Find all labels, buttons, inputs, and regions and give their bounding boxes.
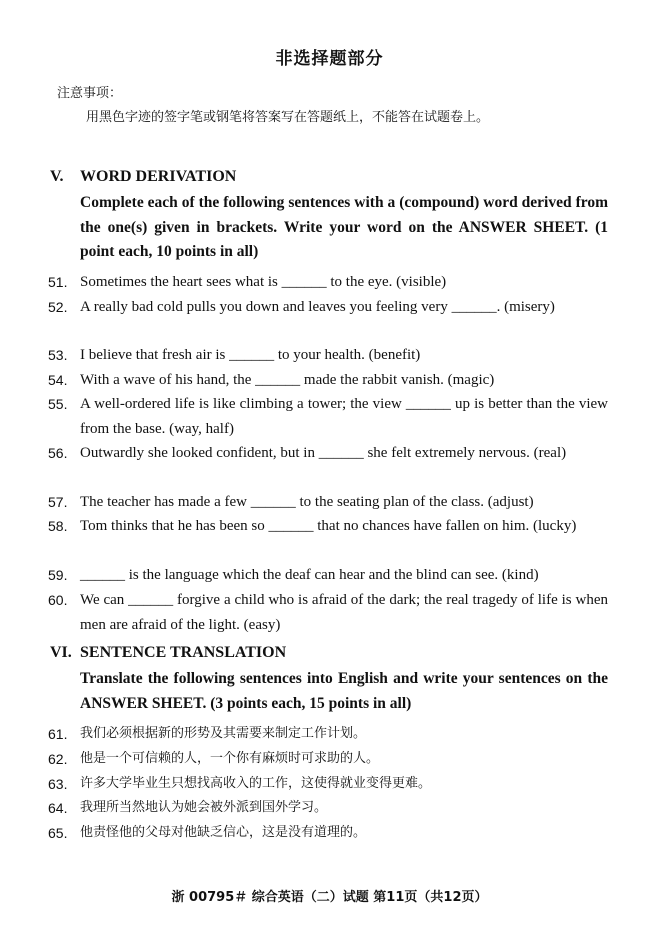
question-text: Tom thinks that he has been so ______ that no chances have fallen on him. (lucky) — [80, 518, 577, 534]
question-number: 57. — [48, 494, 68, 510]
question-59 — [48, 563, 608, 588]
question-55 — [48, 392, 608, 441]
question-number: 63. — [48, 776, 68, 792]
question-number: 56. — [48, 445, 68, 461]
section-5-number: V. — [50, 168, 64, 185]
question-number: 64. — [48, 800, 68, 816]
question-60 — [48, 588, 608, 637]
section-6-number: VI. — [50, 644, 72, 661]
question-number: 51. — [48, 274, 68, 290]
question-text: ______ is the language which the deaf can hear and the blind can see. (kind) — [80, 567, 539, 583]
question-63 — [48, 772, 608, 797]
section-5-title: WORD DERIVATION — [80, 168, 237, 185]
question-text: We can ______ forgive a child who is afraid of the dark; the real tragedy of life is when men are afraid of the light. (easy) — [80, 592, 608, 633]
section-6-instruction: Translate the following sentences into English and write your sentences on the ANSWER SHEET. (3 points each, 15 points in all) — [80, 670, 608, 712]
question-64 — [48, 796, 608, 821]
section-6-heading — [50, 644, 286, 662]
question-number: 62. — [48, 751, 68, 767]
question-65 — [48, 821, 608, 846]
section-6-title: SENTENCE TRANSLATION — [80, 644, 287, 661]
question-number: 58. — [48, 518, 68, 534]
question-62 — [48, 747, 608, 772]
question-text: With a wave of his hand, the ______ made the rabbit vanish. (magic) — [80, 372, 495, 388]
question-text: A really bad cold pulls you down and leaves you feeling very ______. (misery) — [80, 299, 555, 315]
question-51 — [48, 270, 608, 295]
question-text: The teacher has made a few ______ to the seating plan of the class. (adjust) — [80, 494, 534, 510]
question-58 — [48, 514, 608, 539]
section-5-heading — [50, 168, 236, 186]
question-56 — [48, 441, 608, 466]
question-text: Sometimes the heart sees what is ______ to the eye. (visible) — [80, 274, 447, 290]
question-number: 53. — [48, 347, 68, 363]
question-text: A well-ordered life is like climbing a tower; the view ______ up is better than the view from the base. (way, half) — [80, 396, 608, 437]
page-footer: 浙 00795＃ 综合英语（二）试题 第11页（共12页） — [171, 890, 488, 905]
question-text: Outwardly she looked confident, but in ______ she felt extremely nervous. (real) — [80, 445, 567, 461]
question-number: 65. — [48, 825, 68, 841]
notice-text: 用黑色字迹的签字笔或钢笔将答案写在答题纸上，不能答在试题卷上。 — [86, 110, 490, 125]
question-52 — [48, 295, 608, 320]
question-number: 55. — [48, 396, 68, 412]
question-text: 他责怪他的父母对他缺乏信心，这是没有道理的。 — [80, 825, 367, 840]
question-text: I believe that fresh air is ______ to your health. (benefit) — [80, 347, 421, 363]
notice-label: 注意事项： — [57, 86, 123, 101]
question-number: 60. — [48, 592, 68, 608]
question-53 — [48, 343, 608, 368]
question-text: 他是一个可信赖的人，一个你有麻烦时可求助的人。 — [80, 751, 380, 766]
question-61 — [48, 722, 608, 747]
section-5-instruction: Complete each of the following sentences with a (compound) word derived from the one(s) given in brackets. Write your word on the ANSWER SHEET. (1 point each, 10 points in all) — [80, 194, 608, 260]
page-title: 非选择题部分 — [275, 49, 384, 69]
question-text: 我们必须根据新的形势及其需要来制定工作计划。 — [80, 726, 367, 741]
question-number: 54. — [48, 372, 68, 388]
question-57 — [48, 490, 608, 515]
question-number: 59. — [48, 567, 68, 583]
question-54 — [48, 368, 608, 393]
question-number: 52. — [48, 299, 68, 315]
question-number: 61. — [48, 726, 68, 742]
question-text: 许多大学毕业生只想找高收入的工作，这使得就业变得更难。 — [80, 776, 432, 791]
question-text: 我理所当然地认为她会被外派到国外学习。 — [80, 800, 328, 815]
